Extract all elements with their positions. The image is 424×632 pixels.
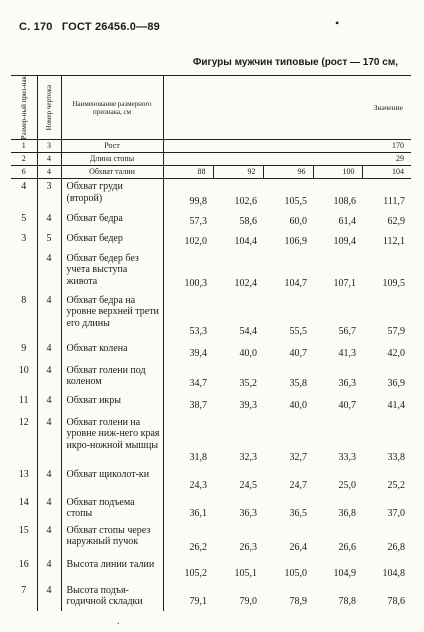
measurement-row (11, 293, 411, 341)
feature-no: 15 (11, 523, 37, 557)
summary-row (11, 140, 411, 153)
value-cell: 105,2 (184, 568, 207, 580)
value-cell: 105,5 (284, 196, 307, 208)
header-dot: • (335, 16, 340, 30)
value-cell: 60,0 (289, 216, 307, 228)
value-cell: 40,7 (289, 348, 307, 360)
value-cell: 35,8 (289, 378, 307, 390)
waist-value: 104 (362, 166, 411, 179)
feature-name: Обхват бедра (61, 211, 163, 231)
feature-no: 16 (11, 557, 37, 583)
value-cell: 35,2 (239, 378, 257, 390)
feature-no: 3 (11, 231, 37, 251)
feature-name: Обхват икры (61, 393, 163, 415)
feature-name: Длина стопы (61, 153, 163, 166)
measurement-row (11, 341, 411, 363)
waist-value: 100 (313, 166, 362, 179)
value-cell: 104,4 (234, 236, 257, 248)
header-col-drawing-no: Номер чертежа (37, 76, 61, 140)
value-cell: 24,3 (189, 480, 207, 492)
value-cell: 78,8 (338, 596, 356, 608)
value-cell: 53,3 (189, 326, 207, 338)
measurements-table (11, 75, 411, 611)
feature-name: Обхват бедер без учета выступа живота (61, 251, 163, 293)
feature-no: 8 (11, 293, 37, 341)
feature-name: Обхват голени под коленом (61, 363, 163, 393)
value-cell: 100,3 (184, 278, 207, 290)
drawing-no: 3 (37, 179, 61, 211)
value-cell: 104,8 (382, 568, 405, 580)
value-cell: 36,1 (189, 508, 207, 520)
value-cell: 38,7 (189, 400, 207, 412)
value-cell: 57,3 (189, 216, 207, 228)
bottom-mark: . (117, 616, 120, 627)
value-cell: 25,0 (338, 480, 356, 492)
feature-name: Высота подъя-годичной складки (61, 583, 163, 611)
value-cell: 56,7 (338, 326, 356, 338)
feature-name: Обхват голени на уровне ниж-него края икро-ножной мышцы (61, 415, 163, 467)
feature-name: Обхват бедер (61, 231, 163, 251)
feature-no: 4 (11, 179, 37, 211)
value-cell: 36,8 (338, 508, 356, 520)
drawing-no: 4 (37, 583, 61, 611)
drawing-no: 4 (37, 166, 61, 179)
value-cell: 39,4 (189, 348, 207, 360)
value-cell: 61,4 (338, 216, 356, 228)
value-cell: 62,9 (387, 216, 405, 228)
value-cell: 36,3 (338, 378, 356, 390)
value-cell: 112,1 (382, 236, 405, 248)
feature-name: Высота линии талии (61, 557, 163, 583)
measurement-row (11, 179, 411, 211)
value-cell: 102,4 (234, 278, 257, 290)
drawing-no: 4 (37, 467, 61, 495)
value-cell: 79,1 (189, 596, 207, 608)
value-cell: 42,0 (387, 348, 405, 360)
value-cell: 24,5 (239, 480, 257, 492)
value-cell: 32,7 (289, 452, 307, 464)
value-cell: 31,8 (189, 452, 207, 464)
feature-no: 11 (11, 393, 37, 415)
value-cell: 26,8 (387, 542, 405, 554)
value-cell: 108,6 (333, 196, 356, 208)
measurement-row (11, 363, 411, 393)
feature-name: Рост (61, 140, 163, 153)
header-col-values: Значение (163, 76, 411, 140)
value-cell: 105,0 (284, 568, 307, 580)
waist-value: 92 (213, 166, 263, 179)
page-header (19, 21, 166, 33)
feature-no: 9 (11, 341, 37, 363)
feature-name: Обхват колена (61, 341, 163, 363)
value-cell: 102,6 (234, 196, 257, 208)
value-cell: 36,9 (387, 378, 405, 390)
drawing-no: 4 (37, 341, 61, 363)
drawing-no: 4 (37, 523, 61, 557)
value-cell: 41,4 (387, 400, 405, 412)
value-cell: 26,3 (239, 542, 257, 554)
value-cell: 26,4 (289, 542, 307, 554)
value-cell: 109,4 (333, 236, 356, 248)
measurement-row (11, 211, 411, 231)
feature-no: 6 (11, 166, 37, 179)
drawing-no: 4 (37, 393, 61, 415)
value-cell: 102,0 (184, 236, 207, 248)
measurement-row (11, 231, 411, 251)
table-header-row (11, 76, 411, 140)
value-cell: 32,3 (239, 452, 257, 464)
value-cell: 111,7 (383, 196, 405, 208)
value-cell: 78,6 (387, 596, 405, 608)
value-cell: 105,1 (234, 568, 257, 580)
feature-name: Обхват талии (61, 166, 163, 179)
value-cell: 34,7 (189, 378, 207, 390)
feature-no: 12 (11, 415, 37, 467)
value-cell: 58,6 (239, 216, 257, 228)
header-col-name: Наименование размерного признака, см (61, 76, 163, 140)
summary-value: 29 (163, 153, 411, 166)
drawing-no: 4 (37, 153, 61, 166)
value-cell: 104,9 (333, 568, 356, 580)
waist-value: 96 (263, 166, 313, 179)
measurement-row (11, 251, 411, 293)
value-cell: 40,0 (239, 348, 257, 360)
measurement-row (11, 495, 411, 523)
value-cell: 57,9 (387, 326, 405, 338)
standard-code: ГОСТ 26456.0—89 (61, 21, 160, 33)
value-cell: 33,3 (338, 452, 356, 464)
value-cell: 33,8 (387, 452, 405, 464)
value-cell: 37,0 (387, 508, 405, 520)
value-cell: 40,0 (289, 400, 307, 412)
value-cell: 36,3 (239, 508, 257, 520)
feature-no (11, 251, 37, 293)
feature-name: Обхват стопы через наружный пучок (61, 523, 163, 557)
value-cell: 109,5 (382, 278, 405, 290)
feature-no: 1 (11, 140, 37, 153)
value-cell: 26,6 (338, 542, 356, 554)
feature-name: Обхват щиколот-ки (61, 467, 163, 495)
value-cell: 54,4 (239, 326, 257, 338)
drawing-no: 4 (37, 363, 61, 393)
drawing-no: 4 (37, 293, 61, 341)
feature-no: 10 (11, 363, 37, 393)
drawing-no: 5 (37, 231, 61, 251)
measurement-row (11, 393, 411, 415)
value-cell: 55,5 (289, 326, 307, 338)
feature-name: Обхват бедра на уровне верхней трети его длины (61, 293, 163, 341)
feature-no: 7 (11, 583, 37, 611)
value-cell: 36,5 (289, 508, 307, 520)
header-col-feature-no: Размер-ный приз-нак (11, 76, 37, 140)
drawing-no: 4 (37, 415, 61, 467)
table-subtitle: Фигуры мужчин типовые (рост — 170 см, (192, 57, 398, 68)
measurement-row (11, 467, 411, 495)
value-cell: 78,9 (289, 596, 307, 608)
summary-value: 170 (163, 140, 411, 153)
value-cell: 104,7 (284, 278, 307, 290)
drawing-no: 4 (37, 211, 61, 231)
summary-row (11, 166, 411, 179)
feature-no: 13 (11, 467, 37, 495)
drawing-no: 4 (37, 557, 61, 583)
value-cell: 26,2 (189, 542, 207, 554)
value-cell: 40,7 (338, 400, 356, 412)
value-cell: 39,3 (239, 400, 257, 412)
value-cell: 106,9 (284, 236, 307, 248)
drawing-no: 3 (37, 140, 61, 153)
waist-value: 88 (163, 166, 213, 179)
measurement-row (11, 415, 411, 467)
value-cell: 25,2 (387, 480, 405, 492)
measurement-row (11, 557, 411, 583)
feature-no: 5 (11, 211, 37, 231)
measurement-row (11, 523, 411, 557)
value-cell: 99,8 (189, 196, 207, 208)
measurement-row (11, 583, 411, 611)
value-cell: 107,1 (333, 278, 356, 290)
value-cell: 41,3 (338, 348, 356, 360)
value-cell: 24,7 (289, 480, 307, 492)
summary-row (11, 153, 411, 166)
value-cell: 79,0 (239, 596, 257, 608)
drawing-no: 4 (37, 495, 61, 523)
feature-name: Обхват груди (второй) (61, 179, 163, 211)
drawing-no: 4 (37, 251, 61, 293)
feature-no: 2 (11, 153, 37, 166)
feature-no: 14 (11, 495, 37, 523)
feature-name: Обхват подъема стопы (61, 495, 163, 523)
page-number: С. 170 (19, 21, 53, 33)
